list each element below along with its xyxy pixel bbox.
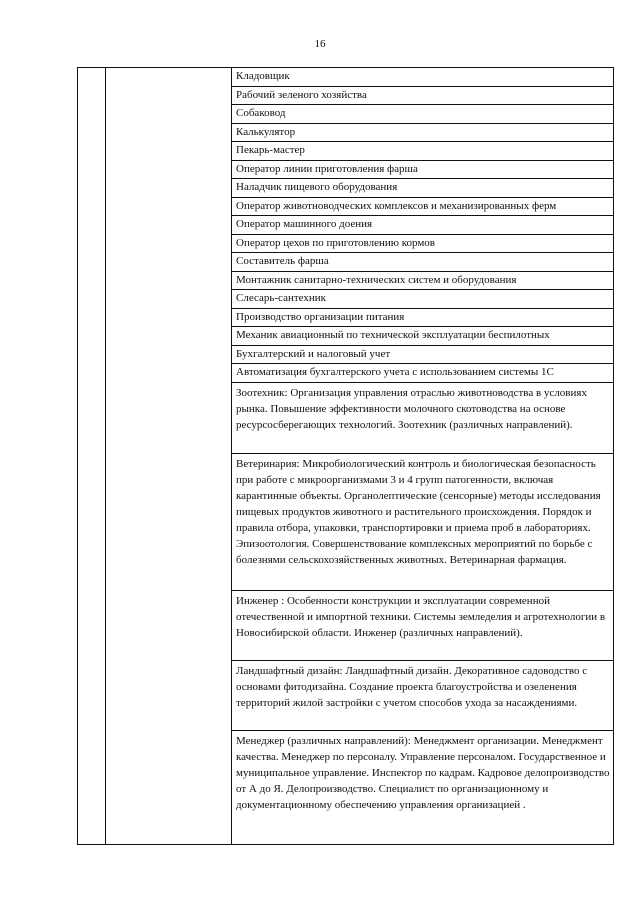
courses-table bbox=[77, 67, 614, 845]
table-row: Пекарь-мастер bbox=[232, 142, 614, 161]
table-row: Рабочий зеленого хозяйства bbox=[232, 86, 614, 105]
table-row: Слесарь-сантехник bbox=[232, 290, 614, 309]
table-row: Производство организации питания bbox=[232, 308, 614, 327]
engineer-paragraph: Инженер : Особенности конструкции и эксплуатации современной отечественной и импортной техники. Системы земледелия и агротехнологии в Новосибирской области. Инженер (различных направлений). bbox=[232, 590, 614, 660]
category-column-cell bbox=[106, 68, 232, 845]
table-row: Бухгалтерский и налоговый учет bbox=[232, 345, 614, 364]
table-row: Собаковод bbox=[232, 105, 614, 124]
table-row: Кладовщик bbox=[232, 68, 614, 87]
manager-paragraph: Менеджер (различных направлений): Менеджмент организации. Менеджмент качества. Менеджер по персоналу. Управление персоналом. Государственное и муниципальное управление. Инспектор по кадрам. Кадровое делопроизводство от А до Я. Делопроизводство. Специалист по организационному и документационному обеспечению управления организацией . bbox=[232, 730, 614, 844]
page-number: 16 bbox=[314, 38, 326, 50]
table-row: Оператор цехов по приготовлению кормов bbox=[232, 234, 614, 253]
table-row: Монтажник санитарно-технических систем и оборудования bbox=[232, 271, 614, 290]
table-row: Составитель фарша bbox=[232, 253, 614, 272]
table-row: Оператор линии приготовления фарша bbox=[232, 160, 614, 179]
table-row: Механик авиационный по технической эксплуатации беспилотных bbox=[232, 327, 614, 346]
table-row: Калькулятор bbox=[232, 123, 614, 142]
zootechnician-paragraph: Зоотехник: Организация управления отраслью животноводства в условиях рынка. Повышение эффективности молочного скотоводства на основе ресурсосберегающих технологий. Зоотехник (различных направлений). bbox=[232, 382, 614, 453]
veterinary-paragraph: Ветеринария: Микробиологический контроль и биологическая безопасность при работе с микроорганизмами 3 и 4 групп патогенности, включая карантинные объекты. Органолептические (сенсорные) методы исследования пищевых продуктов животного и растительного происхождения. Порядок и правила отбора, упаковки, транспортировки и приема проб в лабораториях. Эпизоотология. Совершенствование комплексных мероприятий по борьбе с болезнями сельскохозяйственных животных. Ветеринарная фармация. bbox=[232, 453, 614, 590]
table-row: Оператор животноводческих комплексов и механизированных ферм bbox=[232, 197, 614, 216]
table-row: Наладчик пищевого оборудования bbox=[232, 179, 614, 198]
table-row: Автоматизация бухгалтерского учета с использованием системы 1С bbox=[232, 364, 614, 383]
table-row: Оператор машинного доения bbox=[232, 216, 614, 235]
landscape-design-paragraph: Ландшафтный дизайн: Ландшафтный дизайн. Декоративное садоводство с основами фитодизайна. Создание проекта благоустройства и озеленения территорий жилой застройки с учетом способов ухода за насаждениями. bbox=[232, 660, 614, 730]
number-column-cell bbox=[78, 68, 106, 845]
